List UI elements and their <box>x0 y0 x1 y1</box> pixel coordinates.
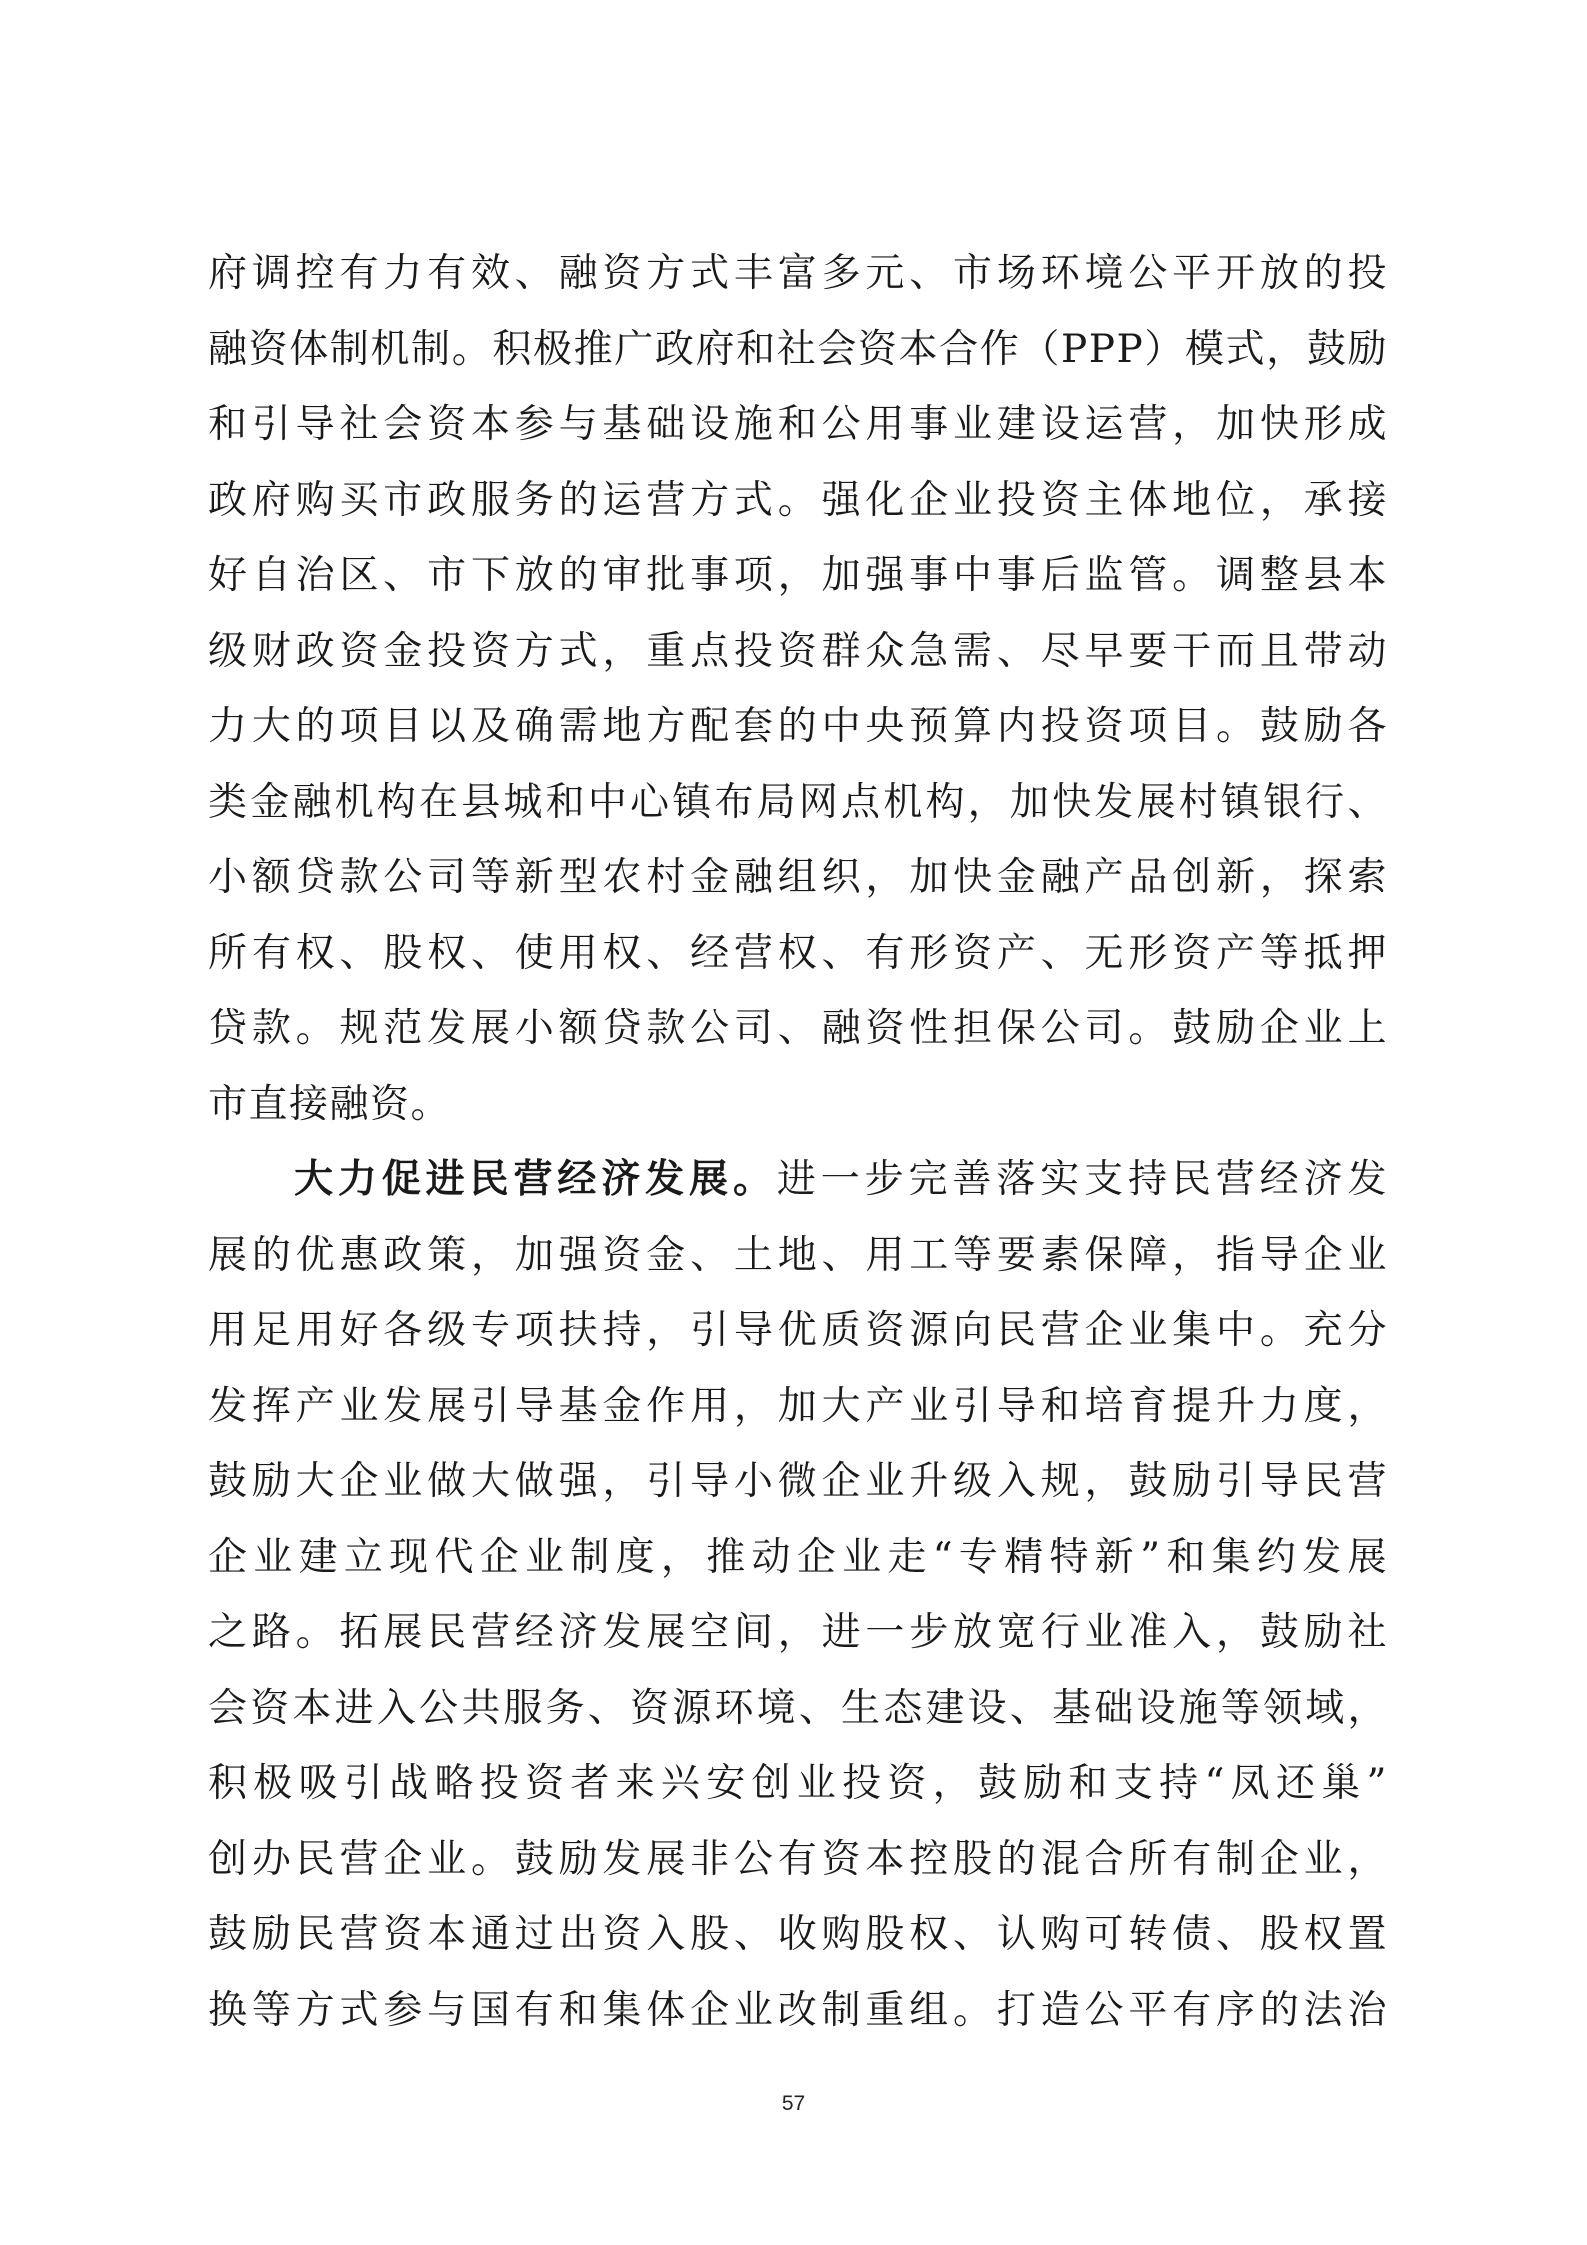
text-line: 企业建立现代企业制度，推动企业走“专精特新”和集约发展 <box>208 1534 1388 1580</box>
text-line <box>208 1142 1388 1218</box>
text-line: 积极吸引战略投资者来兴安创业投资，鼓励和支持“凤还巢” <box>208 1761 1388 1806</box>
text-line: 政府购买市政服务的运营方式。强化企业投资主体地位，承接 <box>208 477 1388 523</box>
text-line: 市直接融资。 <box>208 1081 452 1127</box>
text-line: 级财政资金投资方式，重点投资群众急需、尽早要干而且带动 <box>208 628 1388 674</box>
text-line: 换等方式参与国有和集体企业改制重组。打造公平有序的法治 <box>208 1987 1388 2033</box>
body-text <box>208 236 1388 2048</box>
text-line: 用足用好各级专项扶持，引导优质资源向民营企业集中。充分 <box>208 1308 1388 1353</box>
text-line: 力大的项目以及确需地方配套的中央预算内投资项目。鼓励各 <box>208 704 1388 749</box>
paragraph-text: 进一步完善落实支持民营经济发 <box>776 1157 1388 1202</box>
page-number: 57 <box>781 2092 806 2115</box>
text-line: 会资本进入公共服务、资源环境、生态建设、基础设施等领域， <box>208 1685 1388 1731</box>
paragraph-investment-financing <box>208 236 1388 1142</box>
paragraph-heading: 大力促进民营经济发展。 <box>294 1156 777 1202</box>
text-line: 类金融机构在县城和中心镇布局网点机构，加快发展村镇银行、 <box>208 779 1388 825</box>
text-line: 小额贷款公司等新型农村金融组织，加快金融产品创新，探索 <box>208 855 1388 900</box>
text-line: 融资体制机制。积极推广政府和社会资本合作（PPP）模式，鼓励 <box>208 326 1388 372</box>
text-line: 府调控有力有效、融资方式丰富多元、市场环境公平开放的投 <box>208 251 1388 296</box>
text-line: 所有权、股权、使用权、经营权、有形资产、无形资产等抵押 <box>208 930 1388 976</box>
text-line: 好自治区、市下放的审批事项，加强事中事后监管。调整县本 <box>208 553 1388 598</box>
text-line: 贷款。规范发展小额贷款公司、融资性担保公司。鼓励企业上 <box>208 1006 1388 1051</box>
text-line: 之路。拓展民营经济发展空间，进一步放宽行业准入，鼓励社 <box>208 1610 1388 1655</box>
text-line: 鼓励大企业做大做强，引导小微企业升级入规，鼓励引导民营 <box>208 1459 1388 1504</box>
text-line: 和引导社会资本参与基础设施和公用事业建设运营，加快形成 <box>208 402 1388 447</box>
paragraph-private-economy <box>208 1142 1388 2048</box>
text-line: 展的优惠政策，加强资金、土地、用工等要素保障，指导企业 <box>208 1232 1388 1278</box>
text-line: 鼓励民营资本通过出资入股、收购股权、认购可转债、股权置 <box>208 1912 1388 1957</box>
text-line: 发挥产业发展引导基金作用，加大产业引导和培育提升力度， <box>208 1383 1388 1429</box>
text-line: 创办民营企业。鼓励发展非公有资本控股的混合所有制企业， <box>208 1836 1388 1882</box>
